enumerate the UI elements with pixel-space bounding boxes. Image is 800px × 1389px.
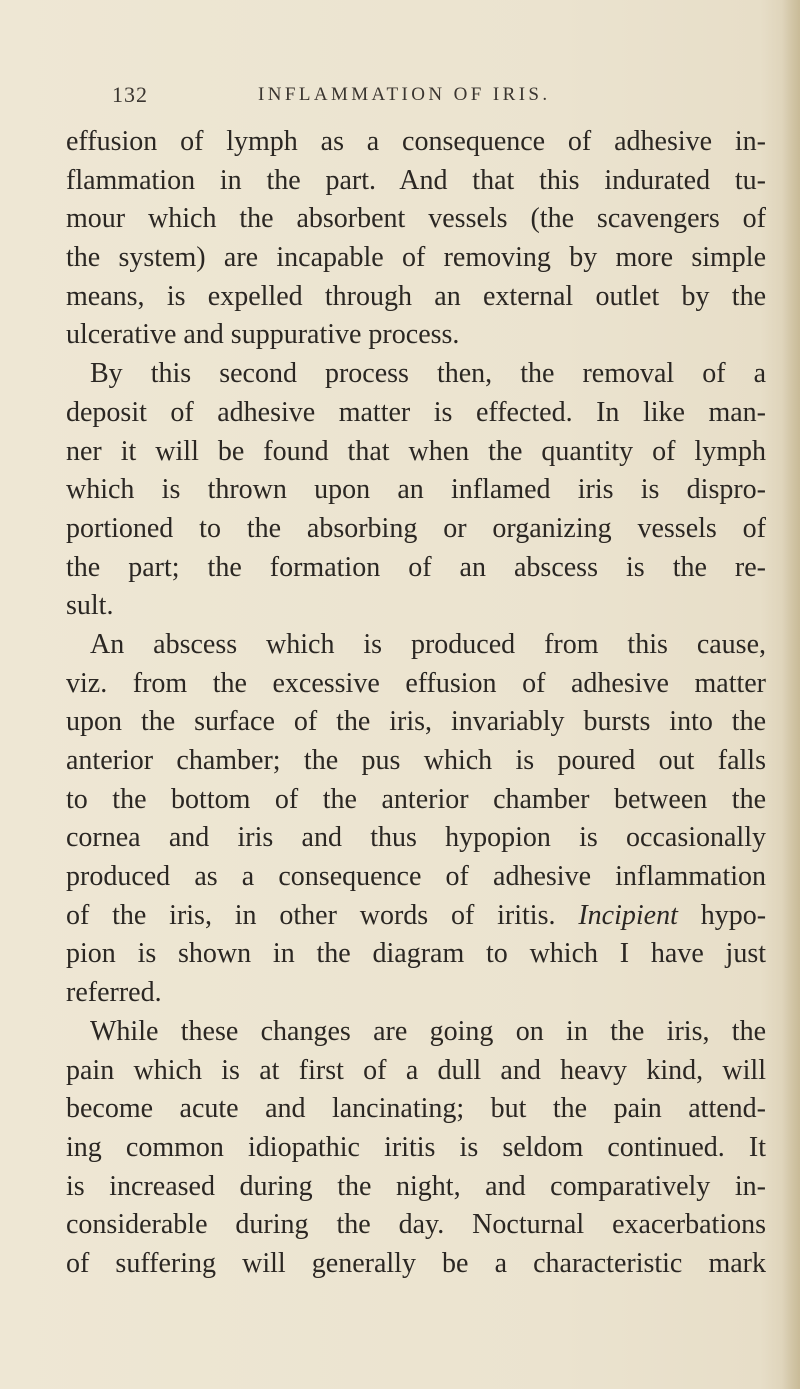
page-number: 132 — [112, 82, 148, 107]
text-line: pain which is at first of a dull and heavy kind, will — [66, 1054, 766, 1086]
text-line: considerable during the day. Nocturnal exacerbations — [66, 1209, 766, 1241]
text-line: to the bottom of the anterior chamber between the — [66, 783, 766, 815]
text-line: ulcerative and suppurative process. — [66, 319, 460, 351]
italic-word: Incipient — [578, 899, 678, 931]
text-line: the system) are incapable of removing by more simple — [66, 242, 766, 274]
text-line: referred. — [66, 977, 162, 1009]
text-line: means, is expelled through an external outlet by the — [66, 280, 766, 312]
text-line: viz. from the excessive effusion of adhesive matter — [66, 667, 766, 699]
text-line: By this second process then, the removal of a — [90, 358, 766, 390]
text-line: flammation in the part. And that this indurated tu- — [66, 164, 766, 196]
text-line: cornea and iris and thus hypopion is occasionally — [66, 822, 766, 854]
text-line — [66, 897, 766, 936]
text-line: mour which the absorbent vessels (the scavengers of — [66, 203, 766, 235]
text-line: produced as a consequence of adhesive inflammation — [66, 861, 766, 893]
text-line: sult. — [66, 590, 114, 622]
page-header — [0, 82, 800, 112]
text-line: anterior chamber; the pus which is poured out falls — [66, 745, 766, 776]
body-text — [66, 123, 766, 1284]
text-line: deposit of adhesive matter is effected. In like man- — [66, 396, 766, 428]
text-line: effusion of lymph as a consequence of adhesive in- — [66, 126, 766, 157]
text-line: portioned to the absorbing or organizing vessels of — [66, 512, 766, 544]
text-line: become acute and lancinating; but the pain attend- — [66, 1093, 766, 1125]
text-line-segment: of the iris, in other words of iritis. — [66, 899, 556, 931]
text-line: ing common idiopathic iritis is seldom continued. It — [66, 1131, 766, 1163]
text-line: is increased during the night, and comparatively in- — [66, 1170, 766, 1202]
text-line: of suffering will generally be a characteristic mark — [66, 1247, 766, 1279]
page-edge-shadow — [782, 0, 800, 1389]
text-line: which is thrown upon an inflamed iris is dispro- — [66, 474, 766, 506]
text-line-segment: hypo- — [700, 899, 767, 931]
text-line: An abscess which is produced from this cause, — [90, 628, 766, 660]
text-line: pion is shown in the diagram to which I have just — [66, 938, 766, 970]
text-line: While these changes are going on in the iris, the — [90, 1015, 766, 1047]
text-line: the part; the formation of an abscess is the re- — [66, 551, 766, 583]
running-head: INFLAMMATION OF IRIS. — [258, 84, 551, 105]
text-line: upon the surface of the iris, invariably bursts into the — [66, 706, 766, 738]
text-line: ner it will be found that when the quantity of lymph — [66, 435, 766, 467]
